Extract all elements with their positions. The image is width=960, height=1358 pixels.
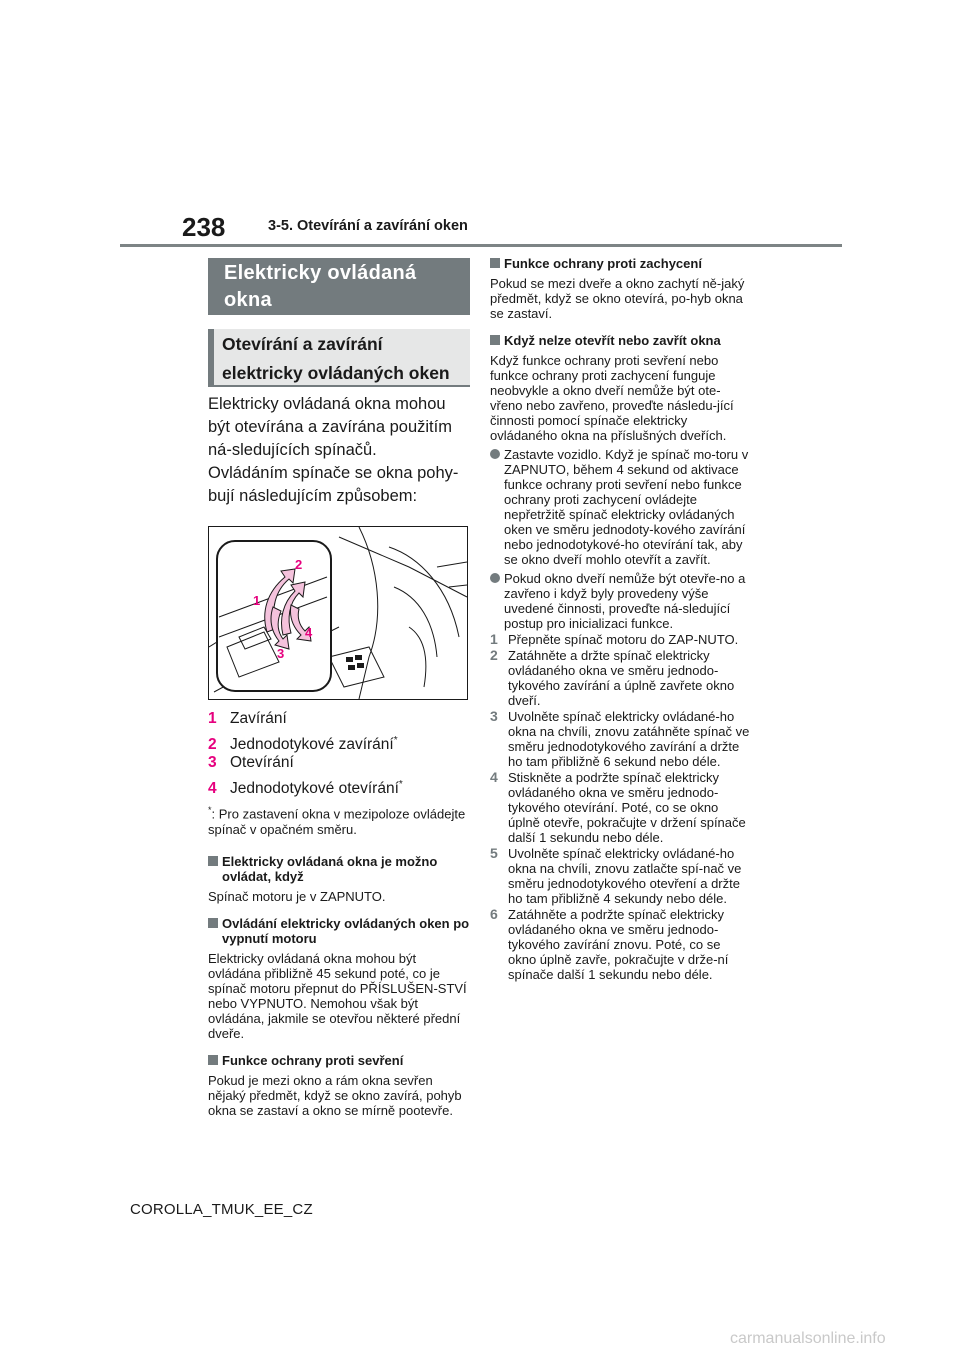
- step-number: 3: [490, 708, 498, 724]
- section-heading-text: Ovládání elektricky ovládaných oken po vypnutí motoru: [222, 916, 470, 947]
- figure-label-2: 2: [295, 557, 303, 572]
- step-text: Uvolněte spínač elektricky ovládané-ho okna na chvíli, znovu zatáhněte spínač ve směru jednodotykového zavírání a držte ho tam přibližně 6 sekund nebo déle.: [508, 709, 750, 769]
- right-column: [490, 252, 752, 982]
- section-heading: [490, 333, 752, 348]
- step-number: 1: [490, 631, 498, 647]
- step-text: Zatáhněte a podržte spínač elektricky ovládaného okna ve směru jednodo-tykového zavírání znovu. Poté, co se okno úplně zavře, pokračujte v drže-ní spínače další 1 sekundu nebo déle.: [508, 907, 729, 982]
- step-text: Přepněte spínač motoru do ZAP-NUTO.: [508, 632, 739, 647]
- step-number: 6: [490, 906, 498, 922]
- figure-label-3: 3: [277, 646, 285, 661]
- step-item: [490, 648, 752, 708]
- legend-item: [208, 752, 470, 774]
- footnote-text: Pro zastavení okna v mezipoloze ovládejte spínač v opačném směru.: [208, 806, 466, 838]
- section-heading-text: Když nelze otevřít nebo zavřít okna: [504, 333, 721, 348]
- step-item: [490, 709, 752, 769]
- step-number: 5: [490, 845, 498, 861]
- legend-number: 3: [208, 754, 217, 771]
- switch-drawing: [209, 527, 467, 699]
- header-divider: [120, 244, 842, 247]
- intro-paragraph-2: Ovládáním spínače se okna pohy-bují následujícím způsobem:: [208, 464, 459, 505]
- legend-item: [208, 730, 470, 752]
- left-column: [208, 258, 470, 1118]
- legend-list: [208, 708, 470, 796]
- section-heading-text: Funkce ochrany proti zachycení: [504, 256, 702, 271]
- round-bullet-icon: [490, 449, 500, 459]
- left-sections: [208, 854, 470, 1118]
- figure-label-1: 1: [253, 593, 261, 608]
- section-heading: [208, 854, 470, 884]
- section-body: Pokud je mezi okno a rám okna sevřen nějaký předmět, když se okno zavírá, pohyb okna se zastaví a okno se mírně pootevře.: [208, 1073, 462, 1119]
- legend-item: [208, 708, 470, 730]
- window-switch-illustration: [208, 526, 468, 700]
- legend-text: Zavírání: [230, 710, 287, 727]
- square-bullet-icon: [208, 918, 218, 928]
- page-number: 238: [182, 212, 226, 242]
- section-body: Pokud se mezi dveře a okno zachytí ně-jaký předmět, když se okno otevírá, po-hyb okna se zastaví.: [490, 276, 745, 321]
- footnote-mark: *: [393, 735, 398, 746]
- footnote-mark: *: [398, 779, 403, 790]
- square-bullet-icon: [490, 335, 500, 345]
- round-bullet-icon: [490, 573, 500, 583]
- section-subtitle: Otevírání a zavírání elektricky ovládaných oken: [208, 329, 470, 387]
- footnote-star: *: [208, 805, 212, 815]
- bullet-text: Pokud okno dveří nemůže být otevře-no a zavřeno i když byly provedeny výše uvedené činnosti, proveďte ná-sledující postup pro inicializaci funkce.: [504, 571, 746, 631]
- legend-number: 2: [208, 736, 217, 754]
- legend-text: Otevírání: [230, 754, 294, 771]
- section-body: Spínač motoru je v ZAPNUTO.: [208, 889, 386, 905]
- watermark: carmanualsonline.info: [730, 1330, 886, 1347]
- section-reference: 3-5. Otevírání a zavírání oken: [268, 218, 468, 234]
- legend-text: Jednodotykové otevírání: [230, 780, 399, 798]
- step-text: Uvolněte spínač elektricky ovládané-ho okna na chvíli, znovu zatlačte spí-nač ve směru jednodotykového otevření a držte ho tam přibližně 4 sekundy nebo déle.: [508, 846, 742, 906]
- square-bullet-icon: [208, 1055, 218, 1065]
- footnote-colon: :: [211, 806, 216, 822]
- legend-item: [208, 774, 470, 796]
- legend-text: Jednodotykové zavírání: [230, 736, 394, 754]
- bullet-item: [490, 447, 752, 567]
- intro-paragraph-1: Elektricky ovládaná okna mohou být otevírána a zavírána použitím ná-sledujících spínačů.: [208, 395, 452, 459]
- section-heading-text: Elektricky ovládaná okna je možno ovládat, když: [222, 854, 438, 885]
- step-text: Zatáhněte a držte spínač elektricky ovládaného okna ve směru jednodo-tykového zavírání a úplně zavřete okno dveří.: [508, 648, 735, 708]
- legend-number: 1: [208, 710, 217, 727]
- step-item: [490, 632, 752, 647]
- section-heading: [490, 256, 752, 271]
- section-body: Když funkce ochrany proti sevření nebo funkce ochrany proti zachycení funguje neobvykle a okno dveří nemůže být ote-vřeno nebo zavřeno, proveďte následu-jící činnosti pomocí spínače elektricky ovládaného okna na příslušných dveřích.: [490, 353, 734, 443]
- figure-label-4: 4: [305, 625, 313, 640]
- step-text: Stiskněte a podržte spínač elektricky ovládaného okna ve směru jednodo-tykového otevírání. Poté, co se okno úplně otevře, pokračujte v držení spínače další 1 sekundu nebo déle.: [508, 770, 746, 845]
- bullet-text: Zastavte vozidlo. Když je spínač mo-toru v ZAPNUTO, během 4 sekund od aktivace funkce ochrany proti sevření nebo funkce ochrany proti zachycení ovládejte nepřetržitě spínač elektricky ovládaných oken ve směru jednodoty-kového zavírání nebo jednodotykové-ho otevírání tak, aby se okno dveří mohlo otevřít a zavřít.: [504, 447, 749, 567]
- section-title: Elektricky ovládaná okna: [208, 258, 470, 315]
- section-heading: [208, 1053, 470, 1068]
- step-item: [490, 846, 752, 906]
- intro-text: [208, 393, 470, 508]
- footnote: [208, 802, 470, 838]
- legend-number: 4: [208, 780, 217, 798]
- square-bullet-icon: [208, 856, 218, 866]
- step-item: [490, 770, 752, 845]
- square-bullet-icon: [490, 258, 500, 268]
- step-item: [490, 907, 752, 982]
- bullet-item: [490, 571, 752, 631]
- document-footer: COROLLA_TMUK_EE_CZ: [130, 1201, 313, 1218]
- step-number: 2: [490, 647, 498, 663]
- step-number: 4: [490, 769, 498, 785]
- section-heading-text: Funkce ochrany proti sevření: [222, 1053, 404, 1069]
- page-header: [0, 0, 960, 250]
- section-heading: [208, 916, 470, 946]
- section-body: Elektricky ovládaná okna mohou být ovládána přibližně 45 sekund poté, co je spínač motoru přepnut do PŘÍSLUŠEN-STVÍ nebo VYPNUTO. Nemohou však být ovládána, jakmile se otevřou některé přední dveře.: [208, 951, 467, 1042]
